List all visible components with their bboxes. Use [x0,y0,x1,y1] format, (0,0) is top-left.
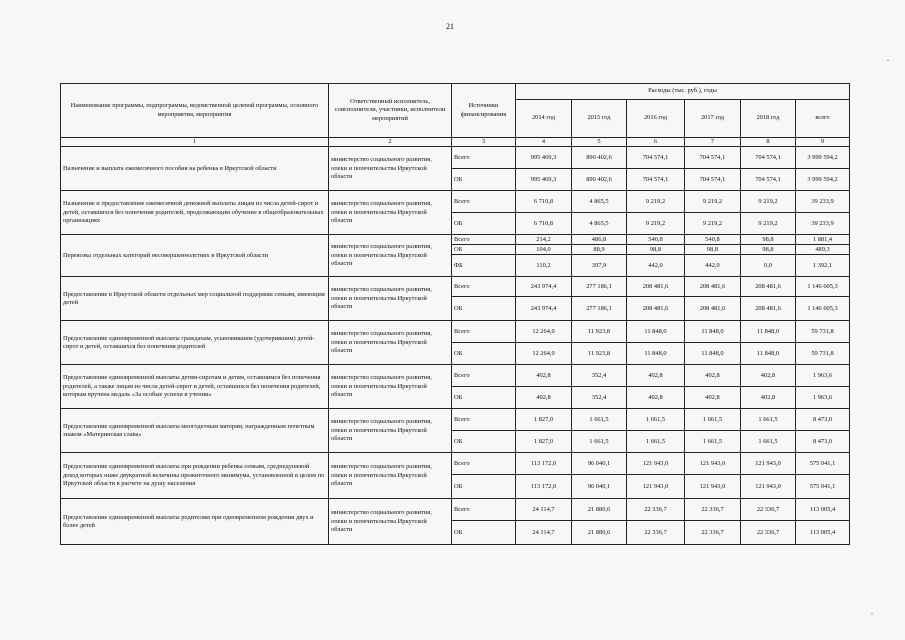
responsible-executor: министерство социального развития, опеки и попечительства Иркутской области [329,277,452,321]
value-total: 1 963,6 [796,387,850,409]
value-2016: 121 943,0 [627,453,685,475]
funding-source: ОБ [452,169,516,191]
header-expenses: Расходы (тыс. руб.), годы [516,84,850,100]
funding-source: ОБ [452,387,516,409]
responsible-executor: министерство социального развития, опеки и попечительства Иркутской области [329,499,452,545]
value-2018: 208 481,6 [741,297,796,321]
value-2015: 4 865,5 [572,213,627,235]
responsible-executor: министерство социального развития, опеки и попечительства Иркутской области [329,409,452,453]
funding-source: Всего [452,191,516,213]
value-2015: 11 923,8 [572,343,627,365]
funding-source: ОБ [452,431,516,453]
value-2017: 9 219,2 [685,191,741,213]
value-2014: 113 172,0 [516,475,572,499]
activity-name: Предоставление единовременной выплаты детям-сиротам и детям, оставшимся без попечения родителей, а также лицам из числа детей-сирот и детей, оставшихся без попечения родителей, которым вручена медаль «За особые успехи в учении» [61,365,329,409]
activity-name: Предоставление единовременной выплаты гражданам, усыновившим (удочерившим) детей-сирот и детей, оставшихся без попечения родителей [61,321,329,365]
value-2016: 9 219,2 [627,213,685,235]
value-2014: 6 710,8 [516,213,572,235]
header-year-2015: 2015 год [572,100,627,138]
header-responsible: Ответственный исполнитель, соисполнители, участники, исполнители мероприятий [329,84,452,138]
responsible-executor: министерство социального развития, опеки и попечительства Иркутской области [329,321,452,365]
value-2018: 1 661,5 [741,431,796,453]
value-2015: 277 186,1 [572,297,627,321]
value-2014: 12 264,0 [516,343,572,365]
value-2018: 208 481,6 [741,277,796,297]
value-2015: 11 923,8 [572,321,627,343]
value-2017: 402,8 [685,365,741,387]
scan-speck [871,613,873,614]
value-2015: 1 661,5 [572,409,627,431]
value-total: 1 881,4 [796,235,850,245]
header-year-2016: 2016 год [627,100,685,138]
value-2017: 704 574,1 [685,147,741,169]
value-2016: 208 481,6 [627,297,685,321]
value-2018: 11 848,0 [741,321,796,343]
value-2017: 402,8 [685,387,741,409]
column-number: 7 [685,138,741,147]
value-2017: 121 943,0 [685,475,741,499]
value-2018: 704 574,1 [741,169,796,191]
value-2015: 890 402,6 [572,147,627,169]
value-2018: 121 943,0 [741,453,796,475]
value-2016: 402,8 [627,387,685,409]
value-2018: 98,8 [741,245,796,255]
value-2015: 397,9 [572,255,627,277]
value-2016: 11 848,0 [627,343,685,365]
table-row [61,453,850,475]
table-body [61,147,850,545]
value-2017: 98,8 [685,245,741,255]
value-2014: 402,8 [516,387,572,409]
value-2018: 9 219,2 [741,191,796,213]
value-2017: 9 219,2 [685,213,741,235]
column-number: 5 [572,138,627,147]
table-row [61,277,850,297]
value-2014: 24 114,7 [516,499,572,521]
value-2018: 0,0 [741,255,796,277]
value-total: 575 041,1 [796,475,850,499]
value-2014: 104,0 [516,245,572,255]
value-2017: 1 661,5 [685,431,741,453]
value-2017: 121 943,0 [685,453,741,475]
column-number: 8 [741,138,796,147]
table-row [61,499,850,521]
value-2018: 402,8 [741,387,796,409]
value-2014: 402,8 [516,365,572,387]
funding-source: ОБ [452,475,516,499]
value-2015: 1 661,5 [572,431,627,453]
value-2018: 9 219,2 [741,213,796,235]
responsible-executor: министерство социального развития, опеки и попечительства Иркутской области [329,147,452,191]
value-2015: 21 880,6 [572,521,627,545]
funding-source: ФБ [452,255,516,277]
header-year-2018: 2018 год [741,100,796,138]
value-2018: 22 336,7 [741,499,796,521]
value-2016: 442,0 [627,255,685,277]
value-2015: 88,9 [572,245,627,255]
value-2014: 6 710,8 [516,191,572,213]
table-row [61,321,850,343]
value-total: 59 731,8 [796,343,850,365]
value-2016: 1 661,5 [627,431,685,453]
column-number: 2 [329,138,452,147]
value-2015: 352,4 [572,365,627,387]
funding-source: Всего [452,321,516,343]
value-2016: 22 336,7 [627,521,685,545]
funding-source: ОБ [452,213,516,235]
value-2017: 11 848,0 [685,343,741,365]
value-2018: 121 943,0 [741,475,796,499]
column-number: 1 [61,138,329,147]
value-2014: 243 974,4 [516,277,572,297]
budget-table [60,83,850,545]
value-2017: 22 336,7 [685,499,741,521]
funding-source: Всего [452,277,516,297]
value-total: 113 005,4 [796,521,850,545]
funding-source: Всего [452,453,516,475]
value-total: 1 963,6 [796,365,850,387]
value-2017: 704 574,1 [685,169,741,191]
value-2018: 704 574,1 [741,147,796,169]
value-2018: 402,8 [741,365,796,387]
responsible-executor: министерство социального развития, опеки и попечительства Иркутской области [329,191,452,235]
table-row [61,147,850,169]
funding-source: Всего [452,147,516,169]
value-2015: 890 402,6 [572,169,627,191]
funding-source: ОБ [452,343,516,365]
value-total: 3 999 594,2 [796,147,850,169]
value-total: 575 041,1 [796,453,850,475]
value-2014: 1 827,0 [516,409,572,431]
funding-source: ОБ [452,297,516,321]
value-2017: 11 848,0 [685,321,741,343]
value-2015: 21 880,6 [572,499,627,521]
value-2014: 995 469,3 [516,147,572,169]
value-total: 1 146 605,3 [796,277,850,297]
header-program-name: Наименование программы, подпрограммы, ведомственной целевой программы, основного мероприятия, мероприятия [61,84,329,138]
value-2014: 24 114,7 [516,521,572,545]
funding-source: ОБ [452,245,516,255]
value-2014: 110,2 [516,255,572,277]
value-2017: 540,8 [685,235,741,245]
activity-name: Предоставление единовременной выплаты родителям при одновременном рождении двух и более детей [61,499,329,545]
funding-source: Всего [452,499,516,521]
table-row [61,191,850,213]
value-total: 1 392,1 [796,255,850,277]
value-2014: 12 264,0 [516,321,572,343]
value-2017: 22 336,7 [685,521,741,545]
column-number: 6 [627,138,685,147]
table-row [61,365,850,387]
funding-source: Всего [452,365,516,387]
column-number: 3 [452,138,516,147]
value-2016: 704 574,1 [627,169,685,191]
value-2016: 121 943,0 [627,475,685,499]
value-2014: 113 172,0 [516,453,572,475]
value-2017: 208 481,6 [685,297,741,321]
activity-name: Назначение и предоставление ежемесячной денежной выплаты лицам из числа детей-сирот и детей, оставшихся без попечения родителей, продолжающим обучение в общеобразовательных организациях [61,191,329,235]
value-2017: 442,0 [685,255,741,277]
value-total: 8 473,0 [796,431,850,453]
activity-name: Назначение и выплата ежемесячного пособия на ребенка в Иркутской области [61,147,329,191]
value-total: 39 233,9 [796,191,850,213]
table-row [61,409,850,431]
value-2018: 1 661,5 [741,409,796,431]
value-2016: 540,8 [627,235,685,245]
value-2014: 243 974,4 [516,297,572,321]
responsible-executor: министерство социального развития, опеки и попечительства Иркутской области [329,365,452,409]
value-2014: 1 827,0 [516,431,572,453]
value-2016: 1 661,5 [627,409,685,431]
value-2017: 208 481,6 [685,277,741,297]
value-2015: 277 186,1 [572,277,627,297]
value-2014: 214,2 [516,235,572,245]
header-total: всего [796,100,850,138]
value-2018: 22 336,7 [741,521,796,545]
value-2016: 704 574,1 [627,147,685,169]
funding-source: ОБ [452,521,516,545]
table-row [61,235,850,245]
value-2016: 208 481,6 [627,277,685,297]
value-2016: 9 219,2 [627,191,685,213]
activity-name: Предоставление единовременной выплаты при рождении ребенка семьям, среднедушевой доход которых ниже двукратной величины прожиточного минимума, установленной в целом по Иркутской области в расчете на душу населения [61,453,329,499]
value-2015: 352,4 [572,387,627,409]
value-2017: 1 661,5 [685,409,741,431]
responsible-executor: министерство социального развития, опеки и попечительства Иркутской области [329,453,452,499]
responsible-executor: министерство социального развития, опеки и попечительства Иркутской области [329,235,452,277]
value-total: 8 473,0 [796,409,850,431]
value-2018: 11 848,0 [741,343,796,365]
value-total: 39 233,9 [796,213,850,235]
value-total: 3 999 594,2 [796,169,850,191]
header-sources: Источники финансирования [452,84,516,138]
page-number: 21 [446,22,454,31]
value-total: 489,3 [796,245,850,255]
activity-name: Предоставление единовременной выплаты многодетным матерям, награжденным почетным знаком «Материнская слава» [61,409,329,453]
value-2016: 98,8 [627,245,685,255]
header-year-2014: 2014 год [516,100,572,138]
value-2016: 402,8 [627,365,685,387]
column-number: 9 [796,138,850,147]
column-number: 4 [516,138,572,147]
value-2015: 4 865,5 [572,191,627,213]
value-2015: 96 040,1 [572,453,627,475]
value-total: 1 146 605,3 [796,297,850,321]
value-2016: 11 848,0 [627,321,685,343]
value-2014: 995 469,3 [516,169,572,191]
value-2018: 98,8 [741,235,796,245]
activity-name: Предоставление в Иркутской области отдельных мер социальной поддержки семьям, имеющим детей [61,277,329,321]
value-2015: 486,8 [572,235,627,245]
value-total: 113 005,4 [796,499,850,521]
value-2016: 22 336,7 [627,499,685,521]
scan-speck [887,60,889,61]
funding-source: Всего [452,409,516,431]
value-2015: 96 040,1 [572,475,627,499]
funding-source: Всего [452,235,516,245]
header-year-2017: 2017 год [685,100,741,138]
activity-name: Перевозка отдельных категорий несовершеннолетних в Иркутской области [61,235,329,277]
value-total: 59 731,8 [796,321,850,343]
